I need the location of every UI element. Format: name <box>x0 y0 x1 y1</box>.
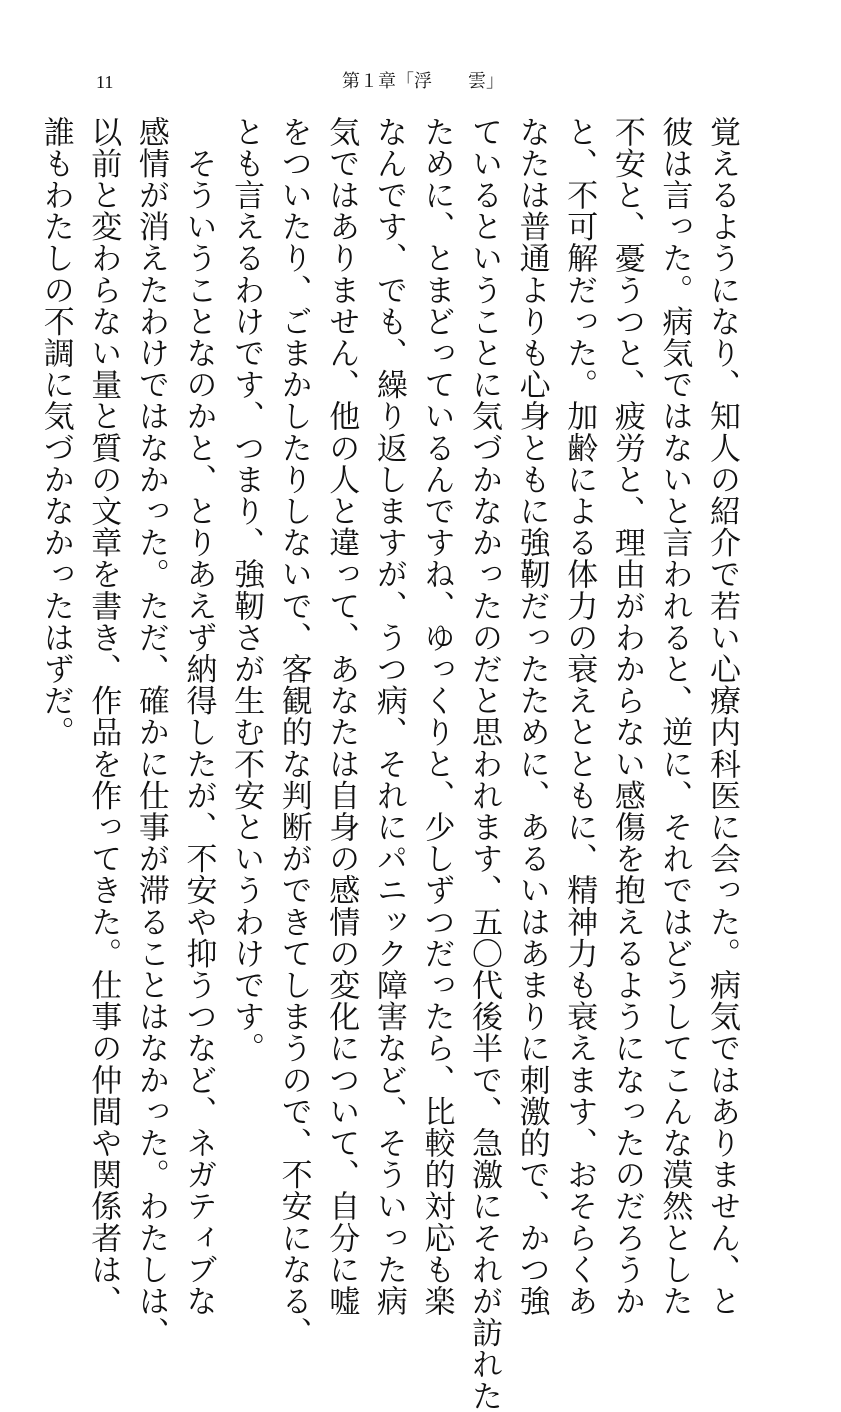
text-column: 感情が消えたわけではなかった。ただ、確かに仕事が滞ることはなかった。わたしは、 <box>132 116 169 1349</box>
text-column: なたは普通よりも心身ともに強靭だったために、あるいはあまりに刺激的で、かつ強 <box>513 116 550 1317</box>
text-column: とも言えるわけです、つまり、強靭さが生む不安というわけです。 <box>228 116 265 1064</box>
text-column: 以前と変わらない量と質の文章を書き、作品を作ってきた。仕事の仲間や関係者は、 <box>85 116 122 1317</box>
text-column: なんです、でも、繰り返しますが、うつ病、それにパニック障害など、そういった病 <box>370 116 407 1317</box>
text-column: ているということに気づかなかったのだと思われます、五〇代後半で、急激にそれが訪れた <box>466 116 503 1412</box>
page-number: 11 <box>96 72 114 92</box>
running-head: 第１章「浮 雲」 <box>342 71 504 92</box>
text-column: と、不可解だった。加齢による体力の衰えとともに、精神力も衰えます、おそらくあ <box>561 116 598 1317</box>
text-column: 覚えるようになり、知人の紹介で若い心療内科医に会った。病気ではありません、と <box>704 116 740 1317</box>
text-column: 彼は言った。病気ではないと言われると、逆に、それではどうしてこんな漠然とした <box>656 116 693 1317</box>
text-column: そういうことなのかと、とりあえず納得したが、不安や抑うつなど、ネガティブな <box>180 116 217 1317</box>
text-column: ために、とまどっているんですね、ゆっくりと、少しずつだったら、比較的対応も楽 <box>418 116 455 1317</box>
text-column: 気ではありません、他の人と違って、あなたは自身の感情の変化について、自分に嘘 <box>323 116 360 1317</box>
body-text <box>37 116 745 1412</box>
text-column: をついたり、ごまかしたりしないで、客観的な判断ができてしまうので、不安になる、 <box>275 116 312 1349</box>
text-column: 不安と、憂うつと、疲労と、理由がわからない感傷を抱えるようになったのだろうか <box>608 116 645 1317</box>
text-column: 誰もわたしの不調に気づかなかったはずだ。 <box>37 116 74 748</box>
